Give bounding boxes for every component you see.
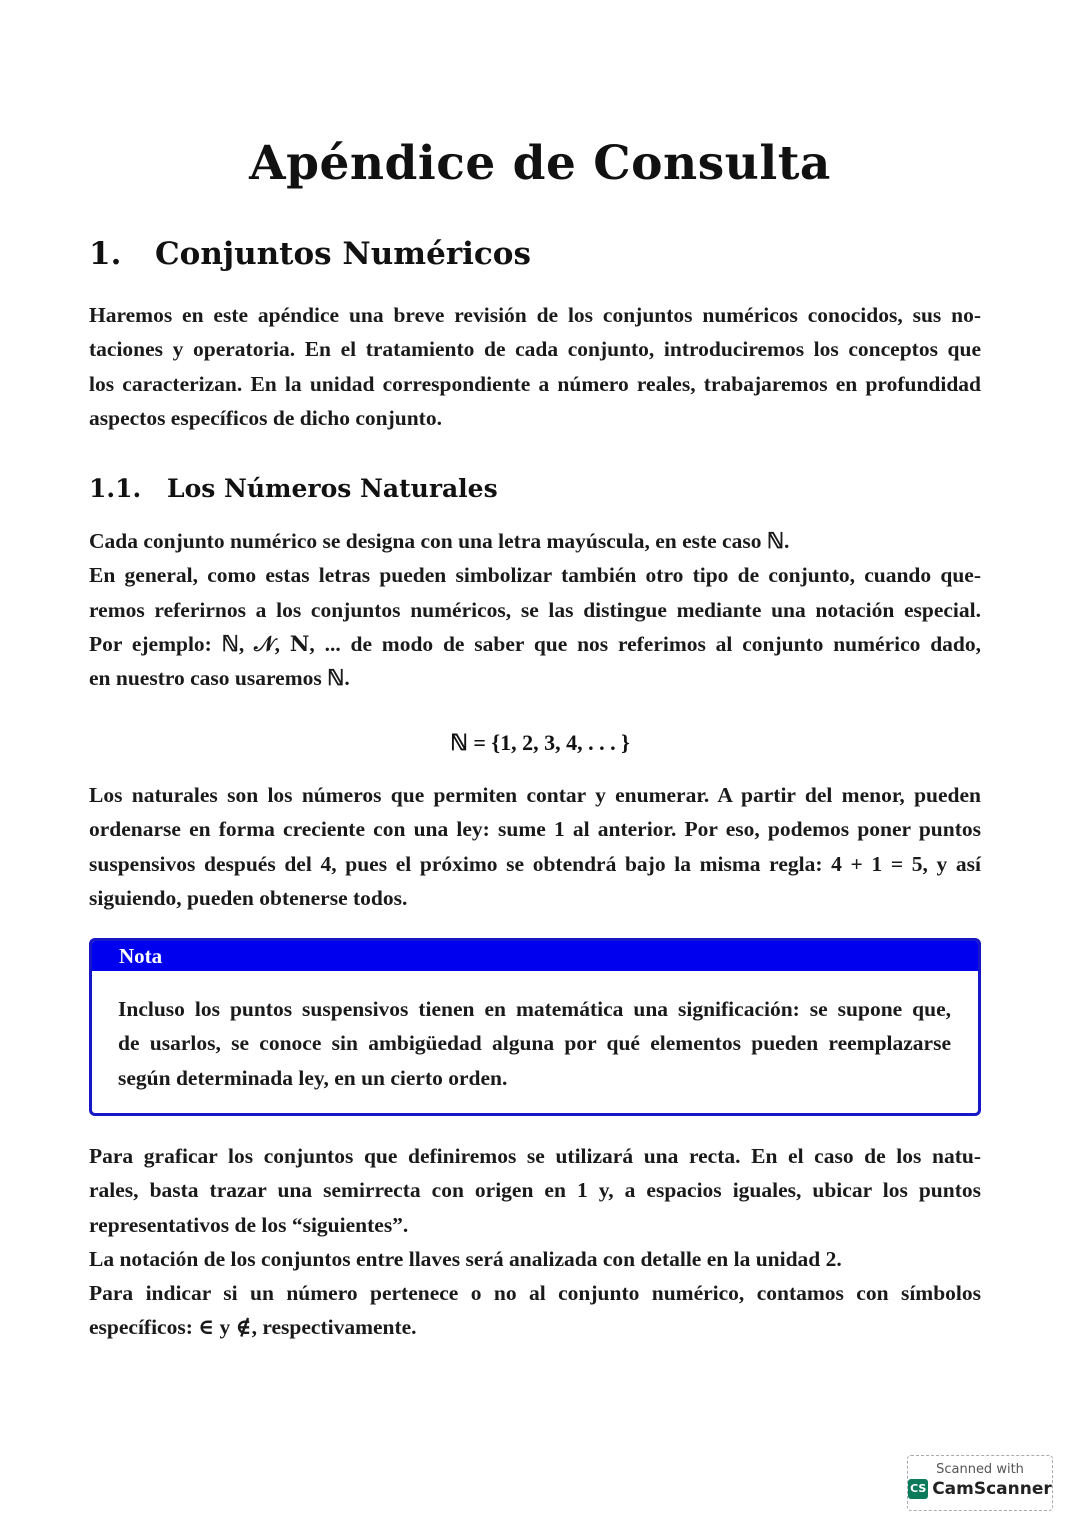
text-line: Por ejemplo: ℕ, 𝒩, 𝐍, ... de modo de saber que nos referimos al conjunto numérico dado, (89, 631, 981, 656)
text-line: los caracterizan. En la unidad correspondiente a número reales, trabajaremos en profundidad (89, 371, 981, 396)
text-line: aspectos específicos de dicho conjunto. (89, 405, 442, 430)
paragraph-2 (89, 778, 981, 915)
text-line: En general, como estas letras pueden simbolizar también otro tipo de conjunto, cuando que- (89, 563, 981, 588)
paragraph-1 (89, 524, 981, 695)
equation: ℕ = {1, 2, 3, 4, . . . } (450, 730, 630, 755)
camscanner-logo-icon: CS (908, 1479, 928, 1499)
intro-paragraph (89, 298, 981, 435)
text-line: taciones y operatoria. En el tratamiento de cada conjunto, introduciremos los conceptos que (89, 337, 981, 362)
text-line: Cada conjunto numérico se designa con una letra mayúscula, en este caso ℕ. (89, 529, 790, 553)
text-line: de usarlos, se conoce sin ambigüedad alguna por qué elementos pueden reemplazarse (118, 1031, 951, 1056)
watermark-caption: Scanned with (936, 1462, 1024, 1477)
text-line: Para indicar si un número pertenece o no al conjunto numérico, contamos con símbolos (89, 1281, 981, 1306)
text-line: específicos: ∈ y ∉, respectivamente. (89, 1315, 417, 1340)
note-text (118, 992, 951, 1095)
text-line: según determinada ley, en un cierto orden. (118, 1065, 508, 1090)
text-line: La notación de los conjuntos entre llaves será analizada con detalle en la unidad 2. (89, 1246, 842, 1271)
camscanner-watermark (907, 1455, 1053, 1511)
text-line: Los naturales son los números que permiten contar y enumerar. A partir del menor, pueden (89, 783, 981, 807)
text-line: en nuestro caso usaremos ℕ. (89, 666, 350, 691)
section-number: 1. (89, 236, 122, 272)
text-line: Para graficar los conjuntos que definiremos se utilizará una recta. En el caso de los natu- (89, 1144, 981, 1168)
text-line: remos referirnos a los conjuntos numéricos, se las distingue mediante una notación especial. (89, 597, 981, 622)
note-header: Nota (92, 941, 978, 971)
watermark-brand: CamScanner (932, 1479, 1052, 1499)
text-line: representativos de los “siguientes”. (89, 1212, 409, 1237)
page-title: Apéndice de Consulta (249, 136, 831, 191)
text-line: suspensivos después del 4, pues el próximo se obtendrá bajo la misma regla: 4 + 1 = 5, y así (89, 851, 981, 876)
section-heading (89, 236, 531, 272)
text-line: siguiendo, pueden obtenerse todos. (89, 885, 408, 910)
subsection-title: Los Números Naturales (167, 474, 498, 503)
text-line: ordenarse en forma creciente con una ley: sume 1 al anterior. Por eso, podemos poner puntos (89, 817, 981, 842)
text-line: rales, basta trazar una semirrecta con origen en 1 y, a espacios iguales, ubicar los puntos (89, 1178, 981, 1203)
paragraph-3 (89, 1139, 981, 1345)
text-line: Incluso los puntos suspensivos tienen en matemática una significación: se supone que, (118, 997, 951, 1021)
subsection-heading (89, 474, 498, 503)
section-title: Conjuntos Numéricos (155, 236, 531, 272)
note-box (89, 938, 981, 1116)
subsection-number: 1.1. (89, 474, 142, 503)
text-line: Haremos en este apéndice una breve revisión de los conjuntos numéricos conocidos, sus no- (89, 303, 981, 327)
